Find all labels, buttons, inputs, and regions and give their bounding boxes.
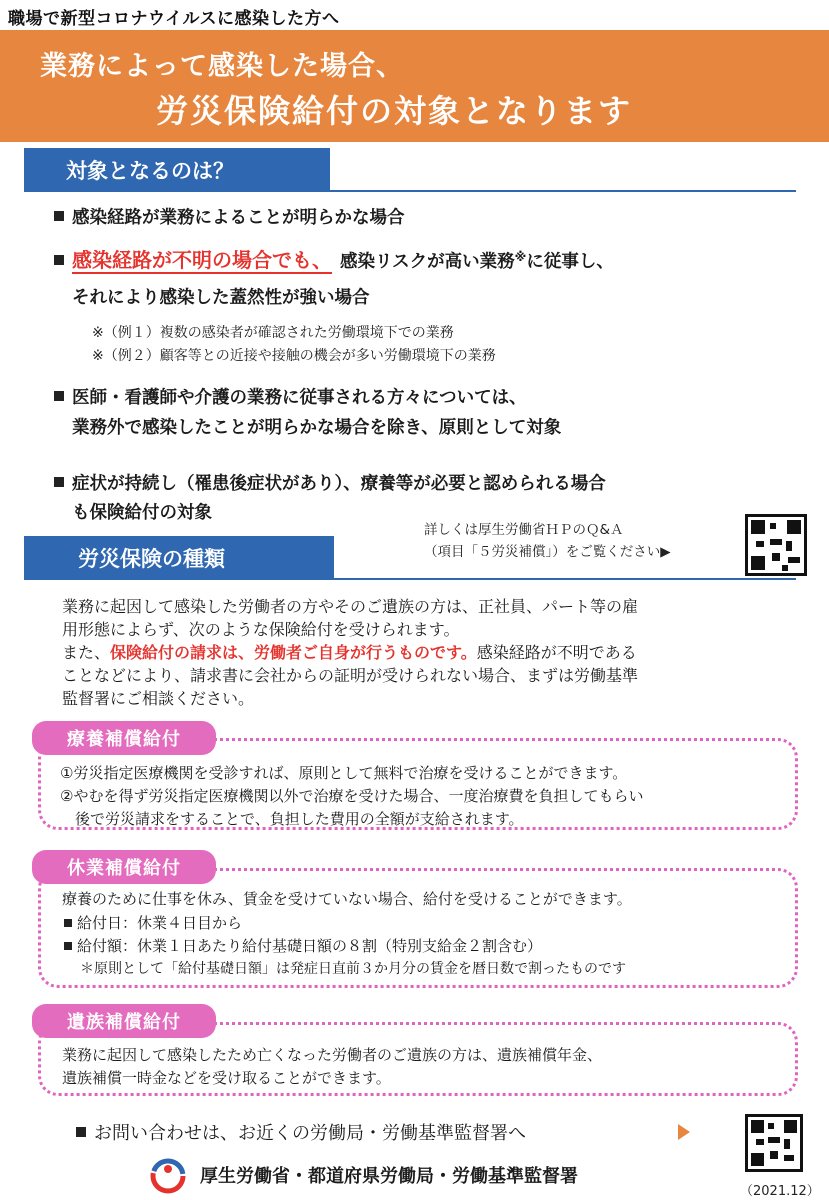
section-heading-types-text: 労災保険の種類 [78, 547, 225, 571]
bullet-2-mark: ※ [514, 250, 527, 264]
intro-line-5: 監督署にご相談ください。 [62, 689, 255, 708]
banner-line-2: 労災保険給付の対象となります [156, 92, 633, 130]
benefit-leave-line-3 [64, 935, 542, 956]
bullet-2-tail: に従事し、 [526, 252, 614, 272]
bullet-4 [54, 470, 606, 495]
benefit-leave-line-1: 療養のために仕事を休み、賃金を受けていない場合、給付を受けることができます。 [62, 890, 632, 908]
bullet-1-text: 感染経路が業務によることが明らかな場合 [72, 208, 405, 228]
benefit-leave-footnote: ＊原則として「給付基礎日額」は発症日直前３か月分の賃金を暦日数で割ったものです [80, 961, 626, 977]
qr-code-icon[interactable] [745, 1114, 803, 1172]
bullet-3-text: 医師・看護師や介護の業務に従事される方々については、 [72, 388, 527, 408]
bullet-2-red-text: 感染経路が不明の場合でも、 [72, 248, 332, 272]
section-underline-2 [24, 578, 796, 580]
bullet-1 [54, 204, 405, 229]
benefit-tag-survivor: 遺族補償給付 [32, 1004, 216, 1038]
footer-org: 厚生労働省・都道府県労働局・労働基準監督署 [200, 1166, 578, 1187]
bullet-2-line-2: それにより感染した蓋然性が強い場合 [72, 288, 370, 308]
bullet-3 [54, 384, 527, 409]
benefit-leave-start-date: 給付日：休業４日目から [77, 914, 243, 932]
intro-line-4: ことなどにより、請求書に会社からの証明が受けられない場合、まずは労働基準 [62, 666, 639, 685]
top-label: 職場で新型コロナウイルスに感染した方へ [8, 9, 340, 29]
benefit-leave-amount: 給付額：休業１日あたり給付基礎日額の８割（特別支給金２割含む） [77, 937, 543, 955]
benefit-tag-medical: 療養補償給付 [32, 721, 216, 755]
bullet-4-line-2: も保険給付の対象 [72, 503, 212, 523]
intro-line-3-end: 感染経路が不明である [476, 643, 637, 662]
contact-line [76, 1119, 526, 1145]
intro-line-2: 用形態によらず、次のような保険給付を受けられます。 [62, 620, 460, 639]
bullet-square-icon [64, 942, 72, 950]
arrow-right-icon [678, 1124, 690, 1140]
section-underline-1 [24, 190, 796, 192]
intro-line-1: 業務に起因して感染した労働者の方やそのご遺族の方は、正社員、パート等の雇 [62, 597, 639, 616]
bullet-square-icon [54, 255, 64, 265]
intro-line-3 [62, 640, 637, 663]
bullet-square-icon [64, 919, 72, 927]
bullet-square-icon [54, 391, 64, 401]
example-2: ※（例２）顧客等との近接や接触の機会が多い労働環境下の業務 [92, 348, 496, 364]
bullet-square-icon [54, 477, 64, 487]
contact-text: お問い合わせは、お近くの労働局・労働基準監督署へ [94, 1123, 526, 1144]
benefit-medical-line-3: 後で労災請求をすることで、負担した費用の全額が支給されます。 [60, 810, 524, 828]
issue-date: （2021.12） [740, 1184, 820, 1199]
banner-line-1: 業務によって感染した場合、 [40, 51, 404, 82]
bullet-square-icon [76, 1127, 86, 1137]
bullet-2 [54, 244, 614, 273]
intro-red-text: 保険給付の請求は、労働者ご自身が行うものです。 [110, 643, 477, 662]
bullet-square-icon [54, 211, 64, 221]
section-heading-target [24, 148, 330, 192]
benefit-medical-line-2: ②やむを得ず労災指定医療機関以外で治療を受けた場合、一度治療費を負担してもらい [60, 787, 644, 805]
benefit-tag-leave: 休業補償給付 [32, 850, 216, 884]
bullet-4-text: 症状が持続し（罹患後症状があり）、療養等が必要と認められる場合 [72, 474, 606, 494]
benefit-survivor-line-2: 遺族補償一時金などを受け取ることができます。 [62, 1069, 391, 1087]
intro-line-3-start: また、 [62, 643, 111, 662]
qa-note-line-1: 詳しくは厚生労働省ＨＰのＱ&Ａ [424, 522, 624, 538]
ministry-logo-icon [150, 1158, 186, 1194]
bullet-3-line-2: 業務外で感染したことが明らかな場合を除き、原則として対象 [72, 418, 562, 438]
qa-note-line-2: （項目「５労災補償」）をご覧ください▶ [424, 544, 671, 560]
section-heading-types [24, 536, 334, 580]
qr-code-icon[interactable] [745, 514, 807, 576]
benefit-leave-line-2 [64, 912, 242, 933]
example-1: ※（例１）複数の感染者が確認された労働環境下での業務 [92, 325, 454, 341]
benefit-medical-line-1: ①労災指定医療機関を受診すれば、原則として無料で治療を受けることができます。 [60, 764, 628, 782]
section-heading-target-text: 対象となるのは？ [66, 159, 234, 183]
bullet-2-rest: 感染リスクが高い業務 [340, 252, 515, 272]
benefit-survivor-line-1: 業務に起因して感染したため亡くなった労働者のご遺族の方は、遺族補償年金、 [62, 1046, 603, 1064]
